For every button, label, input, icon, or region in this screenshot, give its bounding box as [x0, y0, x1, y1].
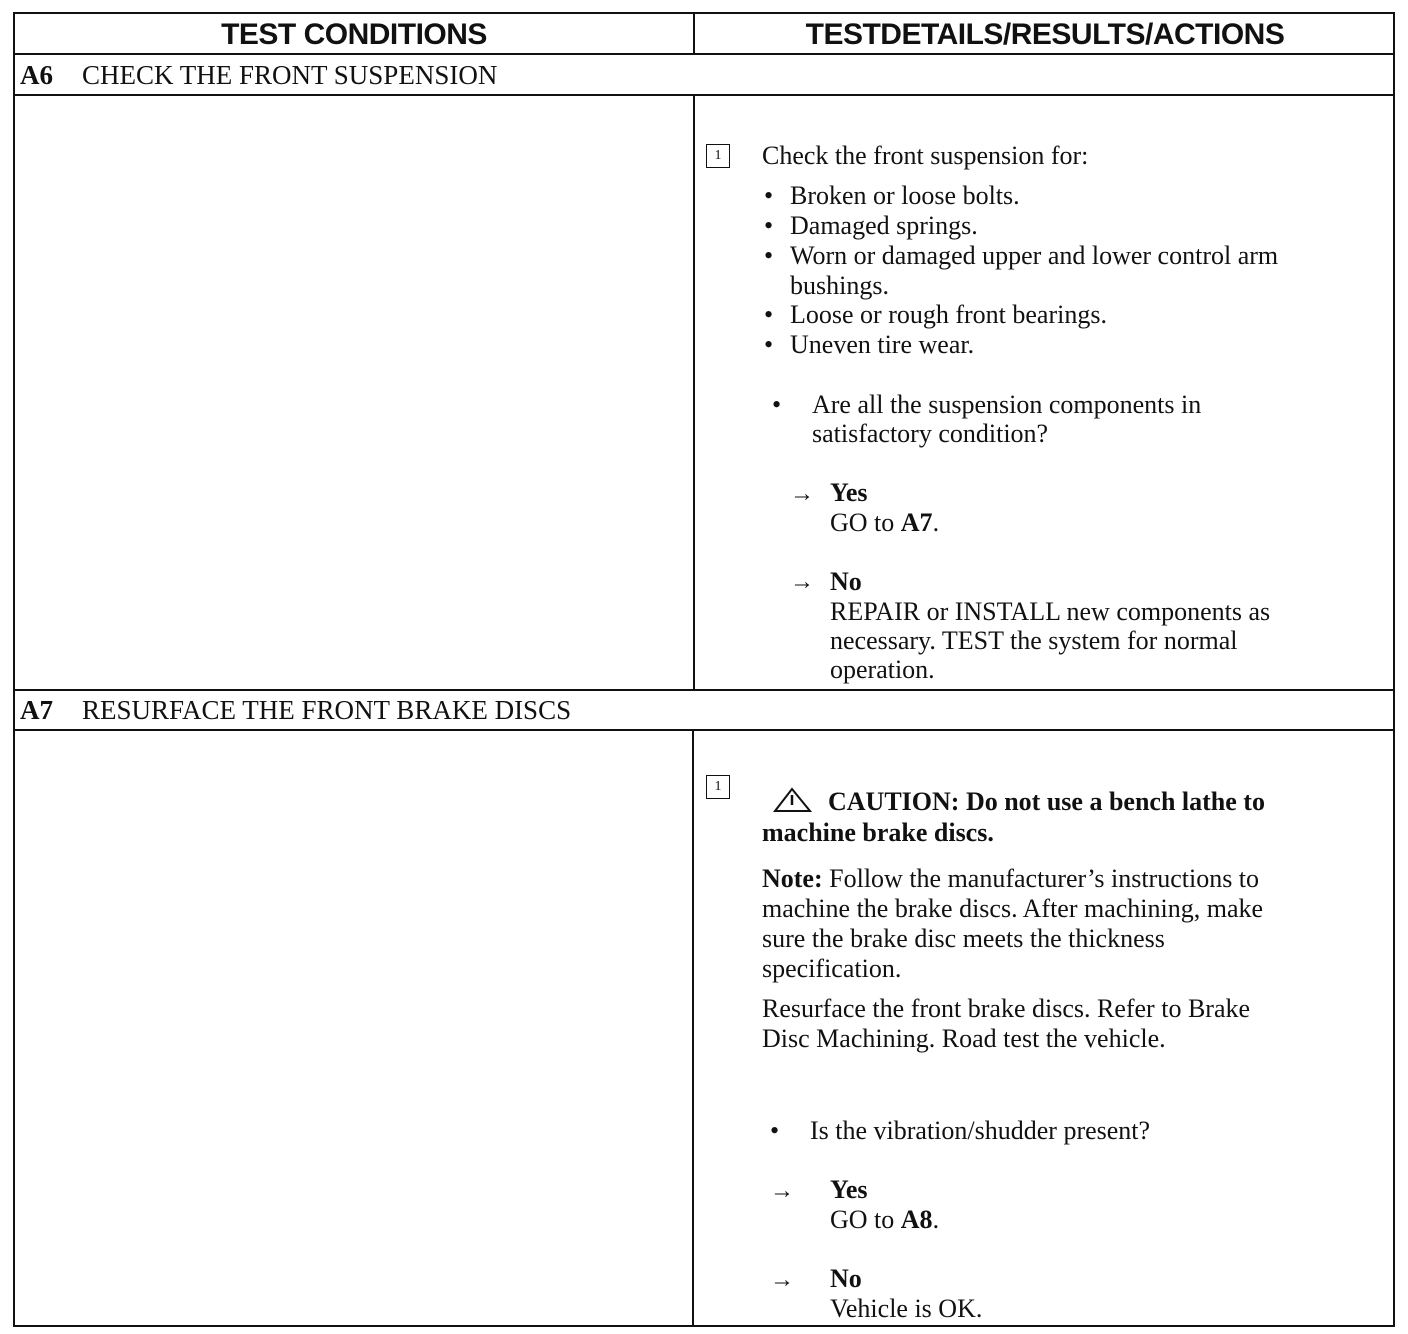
bullet-icon: • [764, 241, 774, 270]
a6-no-action: REPAIR or INSTALL new components as [830, 597, 1271, 626]
a7-note-label: Note: [762, 864, 823, 893]
a7-caution [772, 787, 1265, 820]
a6-step-id: A6 [20, 60, 53, 90]
a7-title-text: RESURFACE THE FRONT BRAKE DISCS [82, 695, 572, 725]
a6-column-divider [693, 94, 695, 690]
bullet-icon: • [764, 181, 774, 210]
a7-question: Is the vibration/shudder present? [810, 1116, 1151, 1145]
bullet-icon: • [764, 211, 774, 240]
a6-item: • Damaged springs. [764, 211, 978, 240]
a6-title-text: CHECK THE FRONT SUSPENSION [82, 60, 498, 90]
a7-step-number-box: 1 [706, 775, 730, 799]
a7-title-rule [15, 729, 1393, 731]
a7-caution-line2: machine brake discs. [762, 818, 994, 847]
bullet-icon: • [764, 300, 774, 329]
a7-note: Note: Follow the manufacturer’s instructions to [762, 864, 1260, 893]
a6-no-arrow-icon: → [790, 569, 814, 595]
a6-item-continued: bushings. [790, 271, 889, 300]
a7-yes-label: Yes [830, 1175, 868, 1204]
a7-yes-action: GO to A8. [830, 1205, 940, 1234]
a6-title-rule [15, 94, 1393, 96]
a6-no-action-line3: operation. [830, 655, 935, 684]
a7-section-title [20, 692, 571, 728]
a6-item: • Worn or damaged upper and lower control arm [764, 241, 1279, 270]
a7-note-line2: machine the brake discs. After machining, make [762, 894, 1264, 923]
a7-no-action: Vehicle is OK. [830, 1294, 983, 1323]
a7-no-label: No [830, 1264, 862, 1293]
a7-question-bullet-icon: • [770, 1116, 780, 1145]
a6-item: • Uneven tire wear. [764, 330, 975, 359]
a6-no-action-line2: necessary. TEST the system for normal [830, 626, 1238, 655]
a7-caution-text: CAUTION: Do not use a bench lathe to [828, 787, 1265, 816]
a6-yes-label: Yes [830, 478, 868, 507]
a6-no-label: No [830, 567, 862, 596]
a7-note-line4: specification. [762, 954, 902, 983]
a6-yes-target: A7 [900, 508, 933, 537]
warning-triangle-icon [772, 787, 828, 820]
a6-item: • Loose or rough front bearings. [764, 300, 1107, 329]
a6-step-number-box: 1 [706, 144, 730, 168]
a7-no-arrow-icon: → [770, 1267, 794, 1293]
a7-step-id: A7 [20, 695, 53, 725]
a7-resurface-instruction-line2: Disc Machining. Road test the vehicle. [762, 1024, 1166, 1053]
a6-question: Are all the suspension components in [812, 390, 1202, 419]
a7-yes-target: A8 [900, 1205, 933, 1234]
a7-column-divider [692, 729, 694, 1327]
a7-note-line3: sure the brake disc meets the thickness [762, 924, 1165, 953]
a6-section-title [20, 57, 497, 93]
a7-resurface-instruction: Resurface the front brake discs. Refer to Brake [762, 994, 1251, 1023]
a6-question-line2: satisfactory condition? [812, 419, 1049, 448]
a6-item: • Broken or loose bolts. [764, 181, 1020, 210]
a6-yes-arrow-icon: → [790, 481, 814, 507]
header-test-conditions: TEST CONDITIONS [221, 18, 487, 51]
a6-question-bullet-icon: • [772, 390, 782, 419]
a6-bottom-rule [15, 689, 1393, 691]
diagnostic-table [13, 12, 1395, 1327]
a7-yes-arrow-icon: → [770, 1178, 794, 1204]
a6-intro: Check the front suspension for: [762, 141, 1089, 170]
a6-yes-action: GO to A7. [830, 508, 940, 537]
header-test-details: TESTDETAILS/RESULTS/ACTIONS [805, 18, 1285, 51]
bullet-icon: • [764, 330, 774, 359]
